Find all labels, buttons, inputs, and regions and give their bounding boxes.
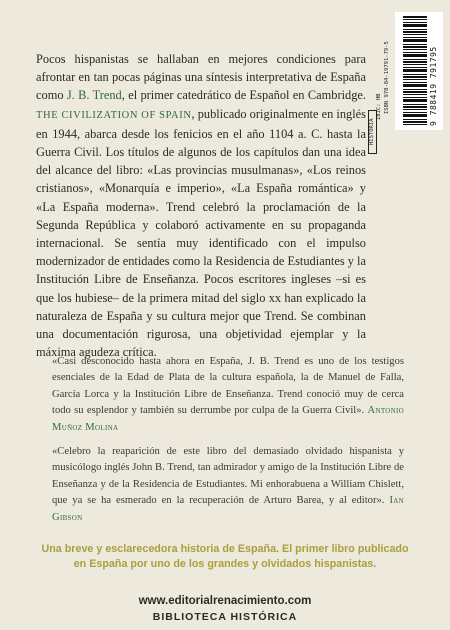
collection-name: BIBLIOTECA HISTÓRICA [152, 611, 298, 623]
quote-text: «Casi desconocido hasta ahora en España, J. B. Trend es uno de los testigos esenciales de la Edad de Plata de la cultura española, la de Manuel de Falla, García Lorca y la Institución Libre de Enseñanza. Trend conoció muy de cerca todo su esplendor y también su derrumbe por culpa de la Guerra Civil». [52, 356, 404, 417]
main-description [36, 50, 366, 361]
barcode-digits: 9 788419 791795 [429, 46, 438, 126]
publisher-website[interactable]: www.editorialrenacimiento.com [138, 595, 312, 607]
collection-tag: HISTORIA [368, 110, 377, 154]
book-title: THE CIVILIZATION OF SPAIN [36, 109, 192, 121]
description-end: , publicado originalmente en inglés en 1944, abarca desde los fenicios en el año 1104 a. C. hasta la Guerra Civil. Los títulos de algunos de los capítulos dan una idea del alcance del libro: «Las provincias musulmanas», «Los reinos cristianos», «Monarquía e imperio», «La España romántica» y «La España moderna». Trend celebró la proclamación de la Segunda República y colaboró activamente en su propaganda internacional. Se sentía muy identificado con el impulso modernizador de entidades como la Residencia de Estudiantes y la Institución Libre de Enseñanza. Pocos escritores ingleses –si es que los hubiese– de la primera mitad del siglo xx han explicado la naturaleza de España y su cultura mejor que Trend. Se combinan una documentación rigurosa, una objetividad ejemplar y la máxima agudeza crítica. [36, 106, 366, 360]
author-name: J. B. Trend [66, 88, 122, 103]
description-lead: Pocos hispanistas se hallaban en mejores condiciones para afrontar en tan pocas páginas una síntesis interpretativa de España como [36, 52, 366, 103]
isbn-number: ISBN 978-84-19791-79-5 [384, 41, 390, 114]
quote-author: Ian Gibson [52, 495, 404, 523]
barcode-bars-icon [403, 15, 427, 125]
quote-muñoz-molina [52, 354, 404, 436]
blurb-line: en España por uno de los grandes y olvidados hispanistas. [73, 558, 377, 570]
quote-text: «Celebro la reaparición de este libro del demasiado olvidado hispanista y musicólogo inglés John B. Trend, tan admirador y amigo de la Institución Libre de Enseñanza y de la Residencia de Estudiantes. Mi enhorabuena a William Chislett, que ya se ha esmerado en la recuperación de Arturo Barea, y al editor». [52, 446, 404, 507]
ibic-code: IBIC: HB [376, 93, 382, 120]
quote-gibson [52, 444, 404, 526]
description-paragraph [36, 50, 366, 361]
quote-author: Antonio Muñoz Molina [52, 405, 404, 433]
description-mid: , el primer catedrático de Español en Cambridge. [121, 88, 366, 103]
blurb-line: Una breve y esclarecedora historia de España. El primer libro publicado [41, 543, 409, 555]
promo-blurb [9, 542, 441, 572]
barcode [395, 12, 443, 130]
